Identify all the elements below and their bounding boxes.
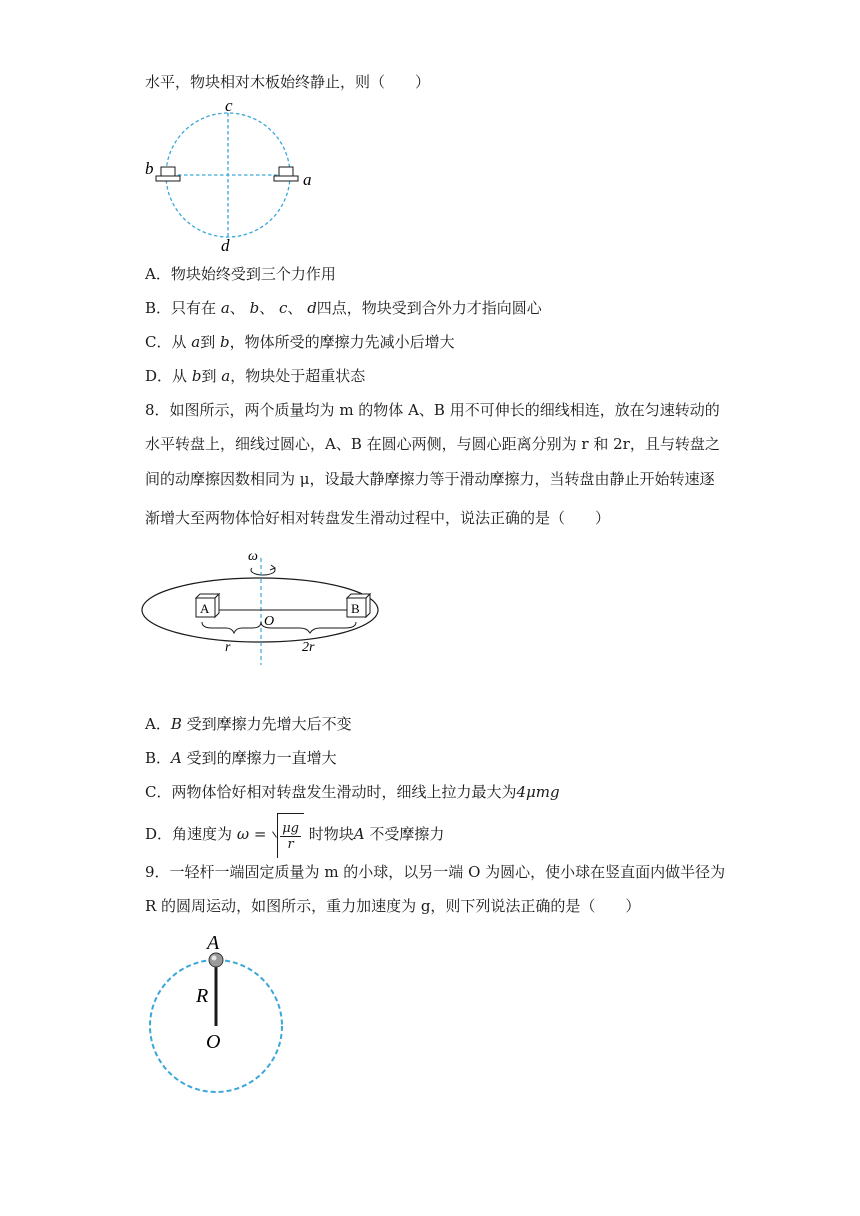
block-a-label: A [200, 601, 210, 616]
center-o-label: O [264, 614, 275, 629]
q9-stem-line-2: R 的圆周运动，如图所示，重力加速度为 g，则下列说法正确的是（ ） [145, 897, 641, 915]
q8-stem-line-4: 渐增大至两物体恰好相对转盘发生滑动过程中，说法正确的是（ ） [145, 509, 611, 527]
label-d: d [221, 236, 230, 255]
q8-option-a: A．B 受到摩擦力先增大后不变 [145, 715, 352, 733]
q7-option-a: A．物块始终受到三个力作用 [145, 265, 336, 283]
distance-r-label: r [225, 640, 231, 655]
distance-2r-label: 2r [302, 640, 315, 655]
q8-option-d: D．角速度为 ω = $\frac{\mu g}{r}$ 时物块A 不受摩擦力 [145, 812, 444, 856]
label-c: c [225, 96, 233, 115]
q8-figure [140, 540, 400, 670]
omega-label: ω [248, 549, 258, 564]
center-o-label: O [206, 1031, 221, 1053]
sqrt-expression: $\frac{\mu g}{r}$ [277, 813, 304, 858]
label-b: b [145, 159, 154, 178]
label-a: a [303, 170, 312, 189]
q8-stem-line-1: 8．如图所示，两个质量均为 m 的物体 A、B 用不可伸长的细线相连，放在匀速转动的 [145, 401, 720, 419]
q9-figure [140, 930, 320, 1100]
q9-stem-line-1: 9．一轻杆一端固定质量为 m 的小球，以另一端 O 为圆心，使小球在竖直面内做半径为 [145, 863, 726, 881]
radius-r-label: R [196, 985, 209, 1007]
q8-option-c: C．两物体恰好相对转盘发生滑动时，细线上拉力最大为4μmg [145, 783, 560, 801]
q7-option-d: D．从 b到 a，物块处于超重状态 [145, 367, 366, 385]
q7-stem-tail: 水平，物块相对木板始终静止，则（ ） [145, 73, 431, 91]
q8-stem-line-2: 水平转盘上，细线过圆心，A、B 在圆心两侧，与圆心距离分别为 r 和 2r，且与转盘之 [145, 435, 720, 453]
q7-figure [140, 96, 340, 260]
q7-option-c: C．从 a到 b，物体所受的摩擦力先减小后增大 [145, 333, 455, 351]
q8-option-b: B．A 受到的摩擦力一直增大 [145, 749, 337, 767]
q8-stem-line-3: 间的动摩擦因数相同为 μ，设最大静摩擦力等于滑动摩擦力，当转盘由静止开始转速逐 [145, 470, 715, 488]
block-b-label: B [351, 601, 360, 616]
q7-option-b: B．只有在 a、 b、 c、 d四点，物块受到合外力才指向圆心 [145, 299, 542, 317]
ball-a-label: A [207, 932, 220, 954]
